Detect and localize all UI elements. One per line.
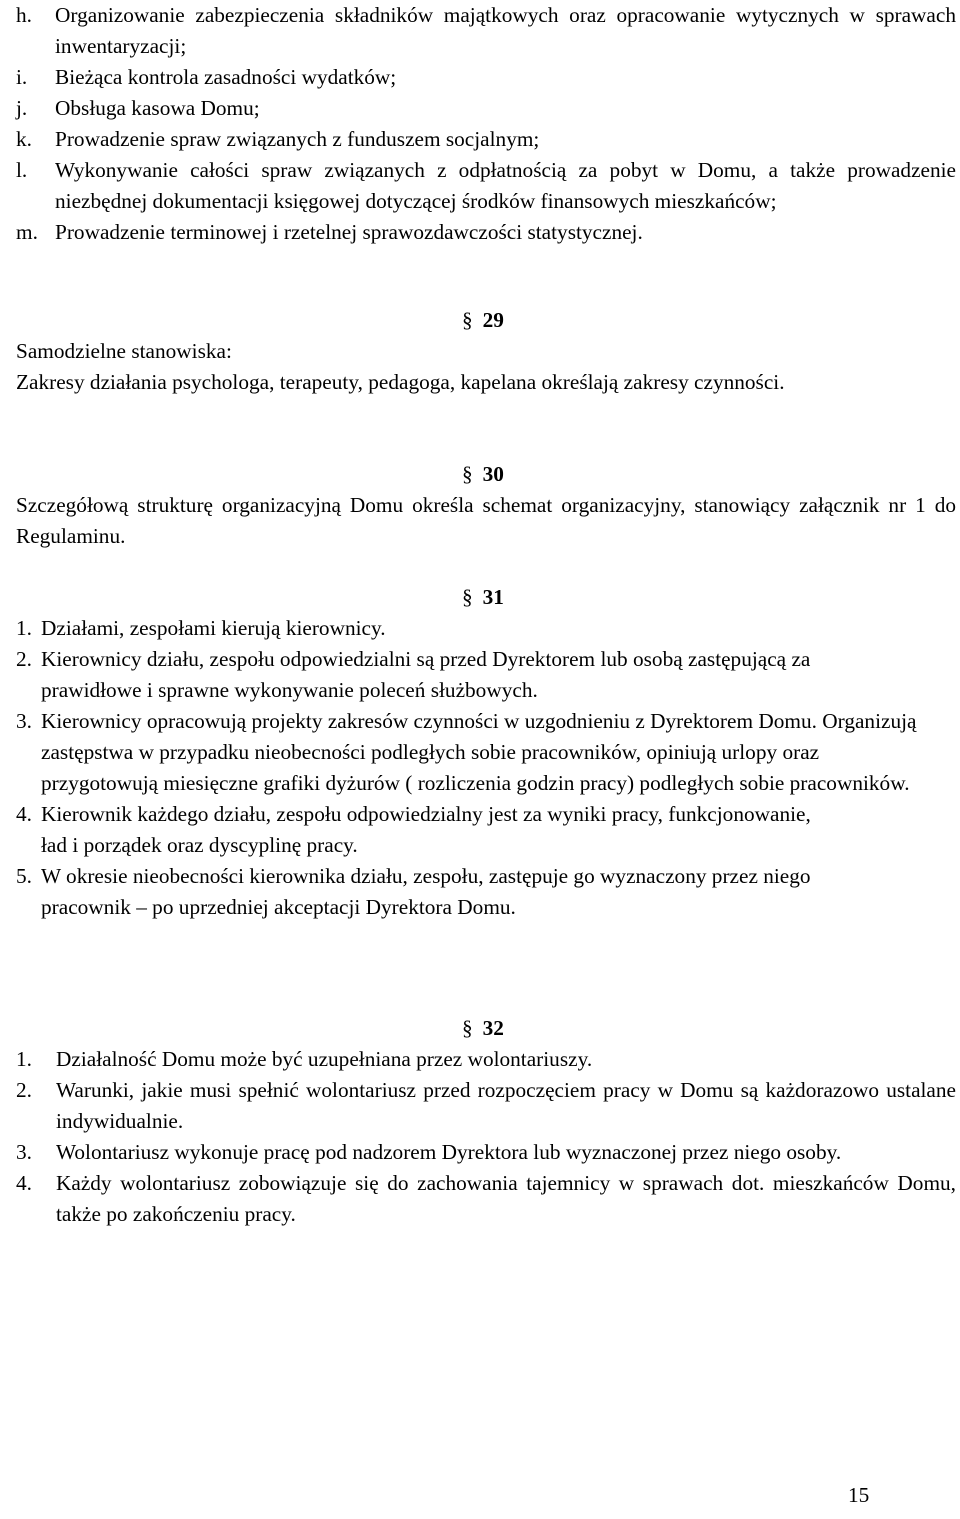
list-item-text: Kierownicy działu, zespołu odpowiedzialni są przed Dyrektorem lub osobą zastępującą za prawidłowe i sprawne wykonywanie poleceń służbowych. xyxy=(41,647,811,702)
list-marker: 2. xyxy=(16,1078,32,1102)
list-item-text: Działami, zespołami kierują kierownicy. xyxy=(41,616,386,640)
section-30-paragraph: Szczegółową strukturę organizacyjną Domu określa schemat organizacyjny, stanowiący załącznik nr 1 do Regulaminu. xyxy=(16,493,956,548)
list-item-text: Bieżąca kontrola zasadności wydatków; xyxy=(55,65,397,89)
list-item-h xyxy=(16,0,956,62)
section-sign: § xyxy=(462,462,473,486)
list-marker: 4. xyxy=(16,1171,32,1195)
list-item xyxy=(16,1044,956,1075)
list-item-text: Obsługa kasowa Domu; xyxy=(55,96,260,120)
lettered-list xyxy=(16,0,956,248)
list-item-j xyxy=(16,93,956,124)
list-marker: j. xyxy=(16,96,28,120)
list-item-text: Każdy wolontariusz zobowiązuje się do zachowania tajemnicy w sprawach dot. mieszkańców Domu, także po zakończeniu pracy. xyxy=(56,1171,956,1226)
section-heading-29 xyxy=(462,305,504,336)
list-marker: 4. xyxy=(16,802,32,826)
list-item xyxy=(16,644,956,706)
list-item-m xyxy=(16,217,956,248)
list-item-text: Wykonywanie całości spraw związanych z odpłatnością za pobyt w Domu, a także prowadzenie niezbędnej dokumentacji księgowej dotyczącej środków finansowych mieszkańców; xyxy=(55,158,956,213)
list-marker: 2. xyxy=(16,647,32,671)
list-item xyxy=(16,1075,956,1137)
list-item-text: Wolontariusz wykonuje pracę pod nadzorem Dyrektora lub wyznaczonej przez niego osoby. xyxy=(56,1140,842,1164)
list-marker: 5. xyxy=(16,864,32,888)
list-marker: h. xyxy=(16,3,32,27)
list-marker: k. xyxy=(16,127,32,151)
list-item-k xyxy=(16,124,956,155)
list-item-text: Kierownik każdego działu, zespołu odpowiedzialny jest za wyniki pracy, funkcjonowanie, ład i porządek oraz dyscyplinę pracy. xyxy=(41,802,811,857)
list-marker: l. xyxy=(16,158,28,182)
section-number: 30 xyxy=(482,462,504,486)
list-item xyxy=(16,799,956,861)
section-31-list xyxy=(16,613,956,923)
section-29-paragraph: Zakresy działania psychologa, terapeuty, pedagoga, kapelana określają zakresy czynności. xyxy=(16,370,785,394)
list-item-text: Warunki, jakie musi spełnić wolontariusz przed rozpoczęciem pracy w Domu są każdorazowo ustalane indywidualnie. xyxy=(56,1078,956,1133)
section-sign: § xyxy=(462,585,473,609)
list-marker: 1. xyxy=(16,1047,32,1071)
list-item-text: Organizowanie zabezpieczenia składników majątkowych oraz opracowanie wytycznych w sprawach inwentaryzacji; xyxy=(55,3,956,58)
section-sign: § xyxy=(462,1016,473,1040)
list-marker: 3. xyxy=(16,709,32,733)
list-item xyxy=(16,861,956,923)
list-item xyxy=(16,1137,956,1168)
section-32-list xyxy=(16,1044,956,1230)
list-item-text: Działalność Domu może być uzupełniana przez wolontariuszy. xyxy=(56,1047,593,1071)
list-item-l xyxy=(16,155,956,217)
list-marker: 1. xyxy=(16,616,32,640)
section-heading-31 xyxy=(462,582,504,613)
list-item xyxy=(16,1168,956,1230)
list-marker: m. xyxy=(16,220,38,244)
list-marker: 3. xyxy=(16,1140,32,1164)
list-item-i xyxy=(16,62,956,93)
section-sign: § xyxy=(462,308,473,332)
section-number: 29 xyxy=(482,308,504,332)
section-number: 32 xyxy=(482,1016,504,1040)
list-marker: i. xyxy=(16,65,28,89)
list-item-text: Prowadzenie terminowej i rzetelnej sprawozdawczości statystycznej. xyxy=(55,220,643,244)
list-item-text: Kierownicy opracowują projekty zakresów czynności w uzgodnieniu z Dyrektorem Domu. Organizują zastępstwa w przypadku nieobecności podległych sobie pracowników, opiniują urlopy oraz przygotowują miesięczne grafiki dyżurów ( rozliczenia godzin pracy) podległych sobie pracowników. xyxy=(41,709,917,795)
list-item-text: Prowadzenie spraw związanych z funduszem socjalnym; xyxy=(55,127,540,151)
section-heading-32 xyxy=(462,1013,504,1044)
list-item-text: W okresie nieobecności kierownika działu, zespołu, zastępuje go wyznaczony przez niego pracownik – po uprzedniej akceptacji Dyrektora Domu. xyxy=(41,864,811,919)
list-item xyxy=(16,613,956,644)
section-heading-30 xyxy=(462,459,504,490)
page-number: 15 xyxy=(848,1483,870,1507)
section-29-heading-text: Samodzielne stanowiska: xyxy=(16,339,232,363)
list-item xyxy=(16,706,956,799)
section-number: 31 xyxy=(482,585,504,609)
